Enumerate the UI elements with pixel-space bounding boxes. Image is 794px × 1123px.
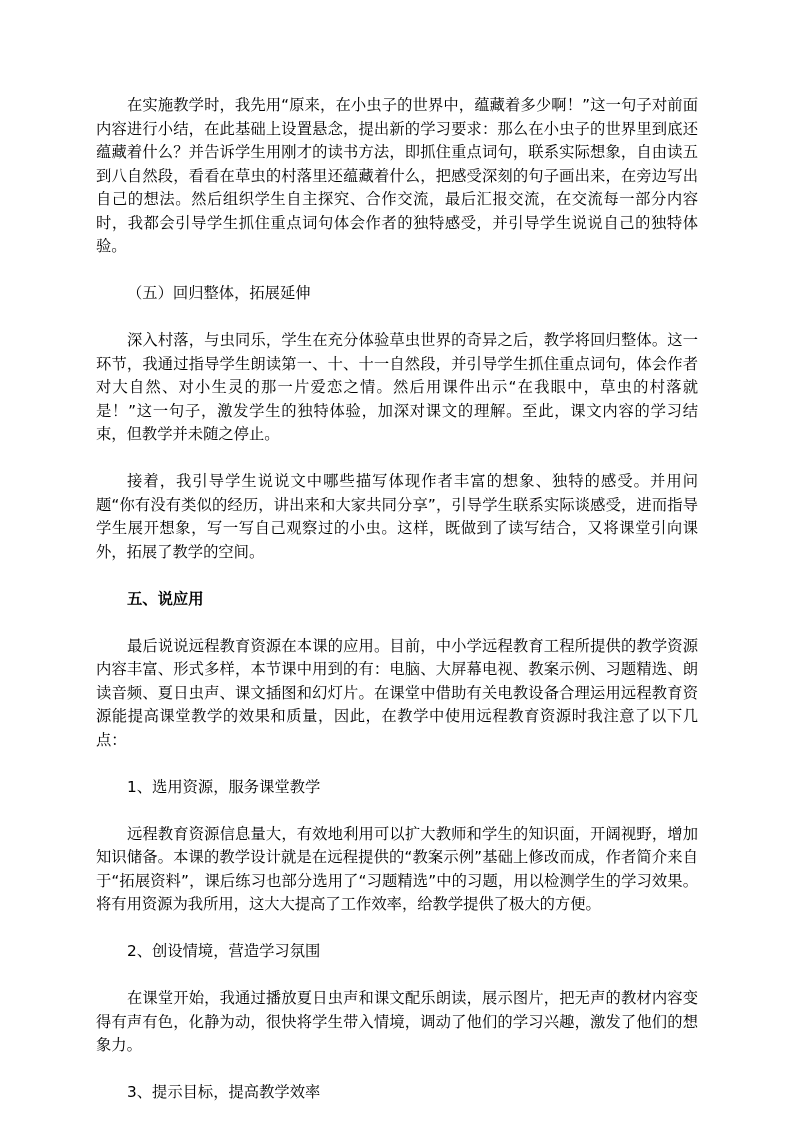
paragraph-create-situation: 在课堂开始，我通过播放夏日虫声和课文配乐朗读，展示图片，把无声的教材内容变得有声有色，化静为动，很快将学生带入情境，调动了他们的学习兴趣，激发了他们的想象力。 (96, 989, 698, 1054)
section-heading-application: 五、说应用 (127, 589, 204, 608)
subheading-prompt-goals: 3、提示目标，提高教学效率 (127, 1083, 321, 1101)
paragraph-select-resources: 远程教育资源信息量大，有效地利用可以扩大教师和学生的知识面，开阔视野，增加知识储备。本课的教学设计就是在远程提供的“教案示例”基础上修改而成，作者简介来自于“拓展资料”，课后练习也部分选用了“习题精选”中的习题，用以检测学生的学习效果。将有用资源为我所用，这大大提高了工作效率，给教学提供了极大的方便。 (96, 824, 698, 913)
paragraph-return-whole: 深入村落，与虫同乐，学生在充分体验草虫世界的奇异之后，教学将回归整体。这一环节，我通过指导学生朗读第一、十、十一自然段，并引导学生抓住重点词句，体会作者对大自然、对小生灵的那一片爱恋之情。然后用课件出示“在我眼中，草虫的村落就是！”这一句子，激发学生的独特体验，加深对课文的理解。至此，课文内容的学习结束，但教学并未随之停止。 (96, 331, 698, 443)
paragraph-extend-writing: 接着，我引导学生说说文中哪些描写体现作者丰富的想象、独特的感受。并用问题“你有没有类似的经历，讲出来和大家共同分享”，引导学生联系实际谈感受，进而指导学生展开想象，写一写自己观察过的小虫。这样，既做到了读写结合，又将课堂引向课外，拓展了教学的空间。 (96, 472, 698, 561)
subheading-create-situation: 2、创设情境，营造学习氛围 (127, 942, 321, 960)
paragraph-summary-reading: 在实施教学时，我先用“原来，在小虫子的世界中，蕴藏着多少啊！”这一句子对前面内容进行小结，在此基础上设置悬念，提出新的学习要求：那么在小虫子的世界里到底还蕴藏着什么？并告诉学生用刚才的读书方法，即抓住重点词句，联系实际想象，自由读五到八自然段，看看在草虫的村落里还蕴藏着什么，把感受深刻的句子画出来，在旁边写出自己的想法。然后组织学生自主探究、合作交流，最后汇报交流，在交流每一部分内容时，我都会引导学生抓住重点词句体会作者的独特感受，并引导学生说说自己的独特体验。 (96, 96, 698, 255)
paragraph-application-intro: 最后说说远程教育资源在本课的应用。目前，中小学远程教育工程所提供的教学资源内容丰富、形式多样，本节课中用到的有：电脑、大屏幕电视、教案示例、习题精选、朗读音频、夏日虫声、课文插图和幻灯片。在课堂中借助有关电教设备合理运用远程教育资源能提高课堂教学的效果和质量，因此，在教学中使用远程教育资源时我注意了以下几点： (96, 636, 698, 749)
subheading-select-resources: 1、选用资源，服务课堂教学 (127, 777, 321, 796)
document-page (96, 94, 698, 1105)
section-heading-return-whole: （五）回归整体，拓展延伸 (127, 284, 311, 302)
